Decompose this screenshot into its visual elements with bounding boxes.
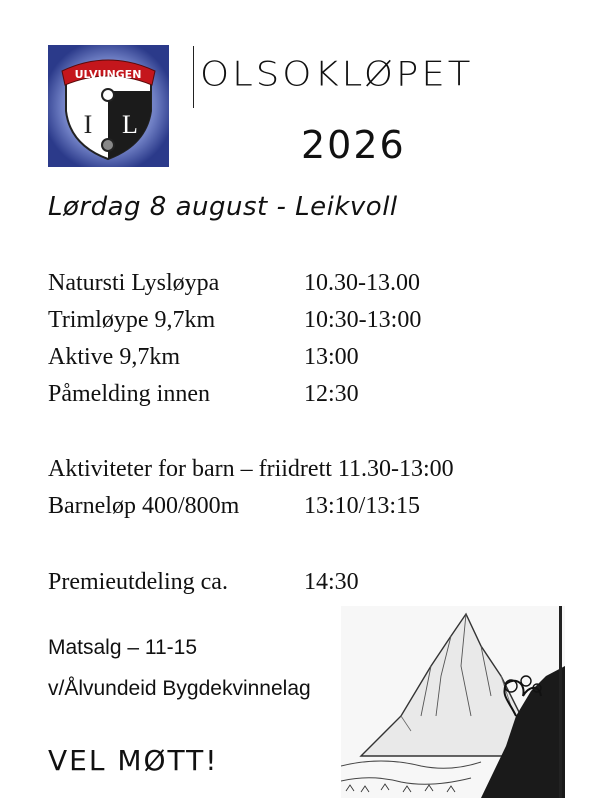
schedule-time: 13:00 xyxy=(304,344,359,370)
schedule-label: Påmelding innen xyxy=(48,381,210,407)
club-shield-logo-icon xyxy=(48,45,169,167)
prize-row xyxy=(48,569,359,596)
svg-text:L: L xyxy=(122,110,138,139)
food-sale: Matsalg – 11-15 xyxy=(48,636,198,659)
club-logo xyxy=(48,45,169,167)
logo-banner-text: ULVUNGEN xyxy=(74,68,142,81)
page-title: OLSOKLØPET xyxy=(200,54,474,94)
schedule-time: 12:30 xyxy=(304,381,359,407)
kids-race-time: 13:10/13:15 xyxy=(304,493,421,519)
schedule-label: Natursti Lysløypa xyxy=(48,270,220,296)
food-organizer: v/Ålvundeid Bygdekvinnelag xyxy=(48,677,311,700)
event-year: 2026 xyxy=(301,123,406,167)
schedule-row xyxy=(48,381,359,408)
schedule-row xyxy=(48,307,422,334)
title-divider xyxy=(193,46,194,108)
kids-race-row xyxy=(48,493,421,520)
schedule-label: Aktive 9,7km xyxy=(48,344,180,370)
schedule-row xyxy=(48,344,359,371)
svg-text:I: I xyxy=(83,110,93,139)
kids-race-label: Barneløp 400/800m xyxy=(48,493,240,519)
mountain-illustration xyxy=(341,606,565,798)
welcome-message: VEL MØTT! xyxy=(48,744,219,777)
mountain-drawing-icon xyxy=(341,606,565,798)
schedule-label: Trimløype 9,7km xyxy=(48,307,216,333)
schedule-time: 10.30-13.00 xyxy=(304,270,420,296)
schedule-row xyxy=(48,270,420,297)
prize-time: 14:30 xyxy=(304,569,359,595)
prize-label: Premieutdeling ca. xyxy=(48,569,228,595)
schedule-time: 10:30-13:00 xyxy=(304,307,422,333)
event-date-location: Lørdag 8 august - Leikvoll xyxy=(48,192,398,222)
kids-activities: Aktiviteter for barn – friidrett 11.30-13:00 xyxy=(48,456,454,482)
